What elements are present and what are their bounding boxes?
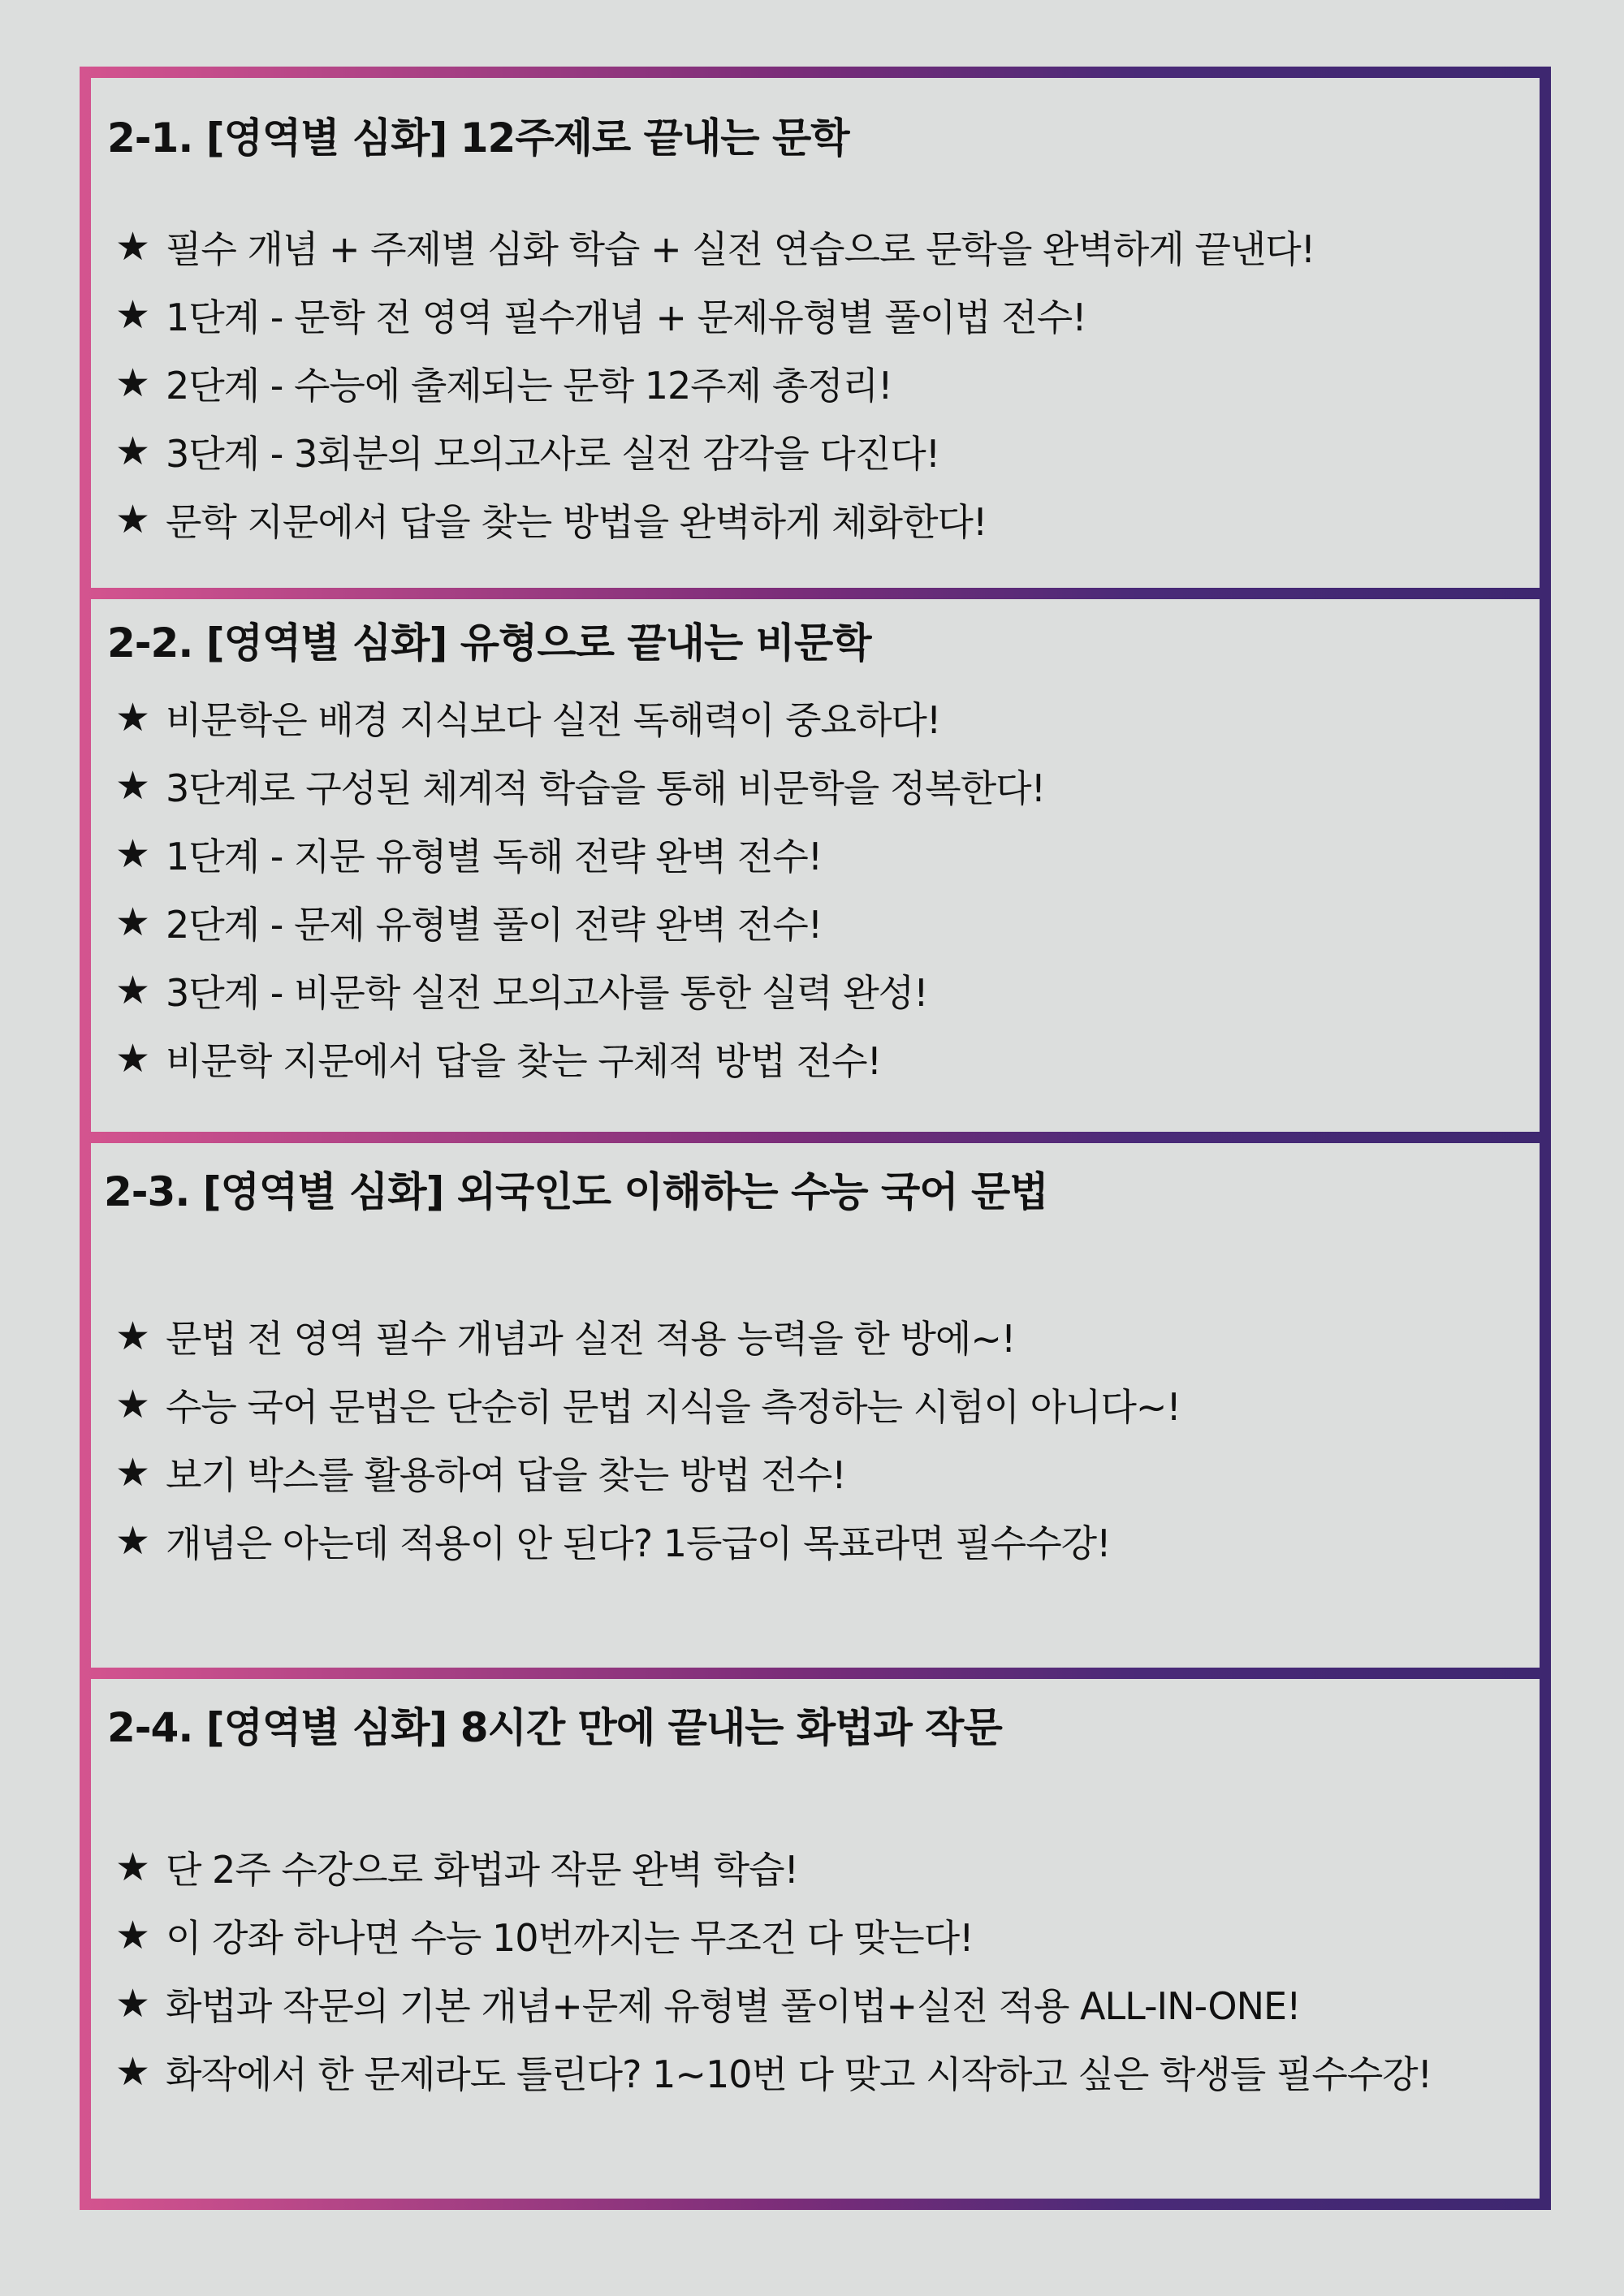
- star-icon: ★: [115, 1981, 150, 2026]
- list-item: [115, 2038, 1432, 2106]
- course-section-grammar: [91, 1143, 1540, 1668]
- section-title: 2-1. [영역별 심화] 12주제로 끝내는 문학: [107, 114, 849, 162]
- list-item-text: 문법 전 영역 필수 개념과 실전 적용 능력을 한 방에~!: [166, 1317, 1016, 1361]
- list-item: [115, 281, 1315, 349]
- list-item-text: 1단계 - 지문 유형별 독해 전략 완벽 전수!: [166, 835, 823, 878]
- list-item: [115, 349, 1315, 417]
- section-title: 2-4. [영역별 심화] 8시간 만에 끝내는 화법과 작문: [107, 1704, 1002, 1751]
- list-item-text: 3단계로 구성된 체계적 학습을 통해 비문학을 정복한다!: [166, 766, 1046, 810]
- list-item: [115, 1833, 1432, 1901]
- list-item: [115, 213, 1315, 281]
- course-section-nonliterature: [91, 599, 1540, 1132]
- feature-list: [115, 1833, 1432, 2106]
- list-item: [115, 752, 1045, 820]
- list-item: [115, 888, 1045, 956]
- list-item: [115, 486, 1315, 554]
- star-icon: ★: [115, 429, 150, 474]
- star-icon: ★: [115, 1382, 150, 1427]
- list-item-text: 필수 개념 + 주제별 심화 학습 + 실전 연습으로 문학을 완벽하게 끝낸다!: [166, 227, 1315, 271]
- star-icon: ★: [115, 900, 150, 945]
- list-item-text: 문학 지문에서 답을 찾는 방법을 완벽하게 체화한다!: [166, 500, 987, 544]
- feature-list: [115, 684, 1045, 1093]
- course-section-speech-writing: [91, 1679, 1540, 2199]
- course-section-literature: [91, 78, 1540, 588]
- star-icon: ★: [115, 1036, 150, 1081]
- list-item-text: 비문학 지문에서 답을 찾는 구체적 방법 전수!: [166, 1039, 882, 1083]
- gradient-border-frame: [80, 67, 1551, 2210]
- content-area: [91, 78, 1540, 2199]
- list-item-text: 화법과 작문의 기본 개념+문제 유형별 풀이법+실전 적용 ALL-IN-ONE!: [166, 1984, 1301, 2028]
- star-icon: ★: [115, 1314, 150, 1359]
- feature-list: [115, 213, 1315, 554]
- star-icon: ★: [115, 224, 150, 270]
- star-icon: ★: [115, 1845, 150, 1890]
- list-item-text: 이 강좌 하나면 수능 10번까지는 무조건 다 맞는다!: [166, 1916, 974, 1960]
- section-title: 2-3. [영역별 심화] 외국인도 이해하는 수능 국어 문법: [104, 1168, 1048, 1215]
- list-item-text: 3단계 - 3회분의 모의고사로 실전 감각을 다진다!: [166, 432, 940, 476]
- list-item-text: 비문학은 배경 지식보다 실전 독해력이 중요하다!: [166, 698, 941, 742]
- star-icon: ★: [115, 292, 150, 338]
- list-item-text: 수능 국어 문법은 단순히 문법 지식을 측정하는 시험이 아니다~!: [166, 1385, 1181, 1429]
- star-icon: ★: [115, 360, 150, 406]
- list-item: [115, 956, 1045, 1025]
- feature-list: [115, 1302, 1181, 1575]
- list-item-text: 보기 박스를 활용하여 답을 찾는 방법 전수!: [166, 1453, 846, 1497]
- star-icon: ★: [115, 695, 150, 740]
- star-icon: ★: [115, 1450, 150, 1495]
- list-item-text: 3단계 - 비문학 실전 모의고사를 통한 실력 완성!: [166, 971, 928, 1015]
- list-item: [115, 1970, 1432, 2038]
- star-icon: ★: [115, 1913, 150, 1958]
- star-icon: ★: [115, 1518, 150, 1564]
- star-icon: ★: [115, 2049, 150, 2095]
- list-item-text: 개념은 아는데 적용이 안 된다? 1등급이 목표라면 필수수강!: [166, 1521, 1111, 1565]
- star-icon: ★: [115, 497, 150, 542]
- list-item: [115, 1025, 1045, 1093]
- list-item: [115, 417, 1315, 486]
- list-item-text: 2단계 - 수능에 출제되는 문학 12주제 총정리!: [166, 364, 892, 408]
- star-icon: ★: [115, 831, 150, 877]
- list-item-text: 1단계 - 문학 전 영역 필수개념 + 문제유형별 풀이법 전수!: [166, 296, 1086, 339]
- list-item: [115, 1370, 1181, 1439]
- list-item: [115, 1439, 1181, 1507]
- section-title: 2-2. [영역별 심화] 유형으로 끝내는 비문학: [107, 619, 871, 667]
- star-icon: ★: [115, 968, 150, 1013]
- list-item: [115, 1901, 1432, 1970]
- list-item-text: 화작에서 한 문제라도 틀린다? 1~10번 다 맞고 시작하고 싶은 학생들 필수수강!: [166, 2052, 1432, 2096]
- list-item: [115, 1507, 1181, 1575]
- list-item: [115, 820, 1045, 888]
- list-item: [115, 684, 1045, 752]
- list-item: [115, 1302, 1181, 1370]
- star-icon: ★: [115, 763, 150, 809]
- list-item-text: 2단계 - 문제 유형별 풀이 전략 완벽 전수!: [166, 903, 823, 947]
- list-item-text: 단 2주 수강으로 화법과 작문 완벽 학습!: [166, 1848, 798, 1892]
